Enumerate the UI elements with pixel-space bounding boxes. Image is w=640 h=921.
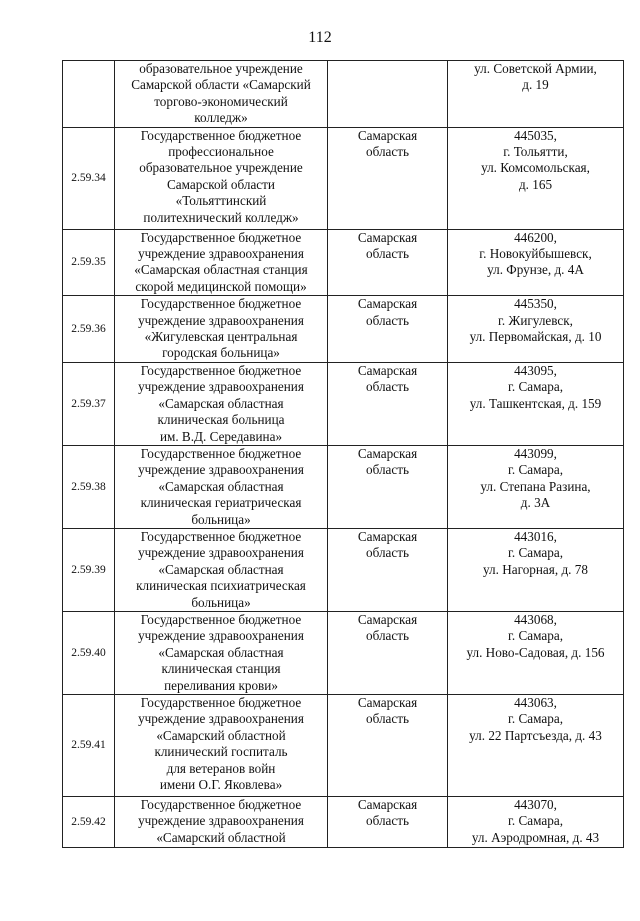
institution-name-line: Государственное бюджетное [140, 362, 302, 378]
institution-name-line: Государственное бюджетное [140, 611, 302, 627]
row-number: 2.59.39 [63, 528, 115, 611]
institutions-table [62, 60, 624, 848]
region-line: Самарская [357, 797, 418, 812]
address-line: ул. Фрунзе, д. 4А [487, 262, 584, 278]
institution-name-line: Государственное бюджетное [140, 445, 302, 461]
address-cell [448, 611, 624, 694]
institution-name-cell [115, 61, 328, 128]
region-line: Самарская [357, 528, 418, 544]
institution-name-line: Государственное бюджетное [140, 296, 302, 312]
region-cell [328, 695, 448, 797]
region-line: область [365, 462, 410, 478]
institution-name-line: колледж» [194, 110, 248, 126]
institution-name-line: больница» [191, 594, 251, 610]
row-number: 2.59.35 [63, 229, 115, 296]
institution-name-cell [115, 296, 328, 363]
address-line: г. Самара, [507, 462, 563, 478]
table-row [63, 296, 624, 363]
institution-name-line: «Жигулевская центральная [144, 329, 298, 345]
row-number: 2.59.41 [63, 695, 115, 797]
institution-name-line: клиническая психиатрическая [136, 578, 306, 594]
address-line: г. Самара, [507, 711, 563, 727]
region-line: Самарская [357, 229, 418, 245]
region-line: Самарская [357, 362, 418, 378]
table-row [63, 61, 624, 128]
table-row [63, 611, 624, 694]
address-line: д. 165 [518, 176, 553, 192]
address-line: ул. Степана Разина, [480, 478, 591, 494]
address-line: г. Жигулевск, [498, 312, 573, 328]
institution-name-line: профессиональное [168, 144, 274, 160]
institution-name-line: учреждение здравоохранения [138, 246, 304, 262]
row-number: 2.59.36 [63, 296, 115, 363]
region-cell [328, 528, 448, 611]
row-number: 2.59.34 [63, 127, 115, 229]
table-body [63, 61, 624, 848]
table-row [63, 362, 624, 445]
region-cell [328, 127, 448, 229]
table-row [63, 797, 624, 848]
address-line: ул. Нагорная, д. 78 [483, 561, 588, 577]
address-cell [448, 127, 624, 229]
institution-name-line: Самарской области «Самарский [131, 77, 311, 93]
institution-name-line: «Самарская областная [158, 561, 284, 577]
row-number: 2.59.42 [63, 797, 115, 848]
institution-name-line: политехнический колледж» [143, 209, 299, 225]
institution-name-line: имени О.Г. Яковлева» [159, 777, 283, 793]
page-number: 112 [308, 29, 332, 46]
institution-name-line: торгово-экономический [154, 93, 288, 109]
institution-name-cell [115, 797, 328, 848]
address-cell [448, 445, 624, 528]
region-line: область [365, 246, 410, 262]
region-line: область [365, 379, 410, 395]
region-cell [328, 797, 448, 848]
institution-name-line: учреждение здравоохранения [138, 813, 304, 829]
region-line: Самарская [357, 611, 418, 627]
institution-name-line: учреждение здравоохранения [138, 628, 304, 644]
address-line: д. 3А [520, 495, 551, 511]
institution-name-line: для ветеранов войн [166, 760, 276, 776]
address-line: г. Тольятти, [503, 144, 568, 160]
institution-name-cell [115, 445, 328, 528]
address-line: г. Новокуйбышевск, [479, 246, 592, 262]
region-cell [328, 61, 448, 128]
institution-name-line: Государственное бюджетное [140, 528, 302, 544]
region-cell [328, 362, 448, 445]
institution-name-line: Государственное бюджетное [140, 229, 302, 245]
table-row [63, 445, 624, 528]
row-number: 2.59.37 [63, 362, 115, 445]
institution-name-cell [115, 695, 328, 797]
address-line: г. Самара, [507, 379, 563, 395]
institution-name-line: им. В.Д. Середавина» [159, 428, 283, 444]
address-line: ул. Советской Армии, [474, 61, 597, 76]
institution-name-line: образовательное учреждение [139, 160, 303, 176]
institution-name-cell [115, 127, 328, 229]
institution-name-cell [115, 229, 328, 296]
table-row [63, 528, 624, 611]
institution-name-line: переливания крови» [164, 677, 278, 693]
institution-name-line: клиническая больница [157, 412, 285, 428]
institution-name-line: образовательное учреждение [139, 61, 303, 76]
address-line: г. Самара, [507, 813, 563, 829]
address-line: ул. Первомайская, д. 10 [469, 329, 602, 345]
address-line: 443070, [514, 797, 557, 812]
region-line: область [365, 144, 410, 160]
institution-name-line: учреждение здравоохранения [138, 312, 304, 328]
address-cell [448, 61, 624, 128]
address-line: 445350, [514, 296, 557, 312]
address-line: 446200, [514, 229, 557, 245]
institution-name-line: Государственное бюджетное [140, 797, 302, 812]
institution-name-line: скорой медицинской помощи» [135, 278, 307, 294]
institution-name-line: учреждение здравоохранения [138, 711, 304, 727]
table-row [63, 695, 624, 797]
region-line: область [365, 312, 410, 328]
region-line: Самарская [357, 445, 418, 461]
region-cell [328, 611, 448, 694]
row-number: 2.59.38 [63, 445, 115, 528]
address-line: г. Самара, [507, 545, 563, 561]
institution-name-cell [115, 362, 328, 445]
address-line: ул. 22 Партсъезда, д. 43 [469, 727, 602, 743]
address-line: д. 19 [522, 77, 549, 93]
address-line: г. Самара, [507, 628, 563, 644]
institution-name-line: учреждение здравоохранения [138, 379, 304, 395]
region-line: область [365, 813, 410, 829]
address-line: ул. Аэродромная, д. 43 [471, 829, 600, 845]
region-cell [328, 229, 448, 296]
institution-name-line: «Самарская областная [158, 478, 284, 494]
address-cell [448, 229, 624, 296]
institution-name-line: «Самарский областной [156, 829, 286, 845]
address-line: 443016, [514, 528, 557, 544]
region-line: Самарская [357, 127, 418, 143]
institution-name-line: Самарской области [167, 176, 275, 192]
region-cell [328, 445, 448, 528]
address-cell [448, 362, 624, 445]
region-line: область [365, 628, 410, 644]
address-line: 445035, [514, 127, 557, 143]
address-cell [448, 797, 624, 848]
institution-name-line: больница» [191, 511, 251, 527]
address-line: ул. Ново-Садовая, д. 156 [466, 644, 605, 660]
region-line: Самарская [357, 695, 418, 710]
region-line: область [365, 711, 410, 727]
institution-name-line: «Тольяттинский [175, 193, 267, 209]
address-line: 443095, [514, 362, 557, 378]
address-line: 443099, [514, 445, 557, 461]
address-cell [448, 695, 624, 797]
institution-name-line: учреждение здравоохранения [138, 545, 304, 561]
institution-name-line: учреждение здравоохранения [138, 462, 304, 478]
institution-name-line: городская больница» [162, 345, 280, 361]
institution-name-line: клинический госпиталь [154, 744, 288, 760]
region-cell [328, 296, 448, 363]
address-line: 443063, [514, 695, 557, 710]
row-number [63, 61, 115, 128]
address-line: ул. Комсомольская, [481, 160, 590, 176]
table-row [63, 229, 624, 296]
institution-name-line: Государственное бюджетное [140, 127, 302, 143]
institution-name-line: «Самарский областной [156, 727, 286, 743]
institution-name-line: «Самарская областная [158, 644, 284, 660]
address-cell [448, 528, 624, 611]
address-line: ул. Ташкентская, д. 159 [469, 395, 602, 411]
institution-name-line: «Самарская областная [158, 395, 284, 411]
region-line: область [365, 545, 410, 561]
institution-name-line: Государственное бюджетное [140, 695, 302, 710]
institution-name-cell [115, 528, 328, 611]
region-line: Самарская [357, 296, 418, 312]
institution-name-line: клиническая гериатрическая [140, 495, 302, 511]
address-cell [448, 296, 624, 363]
institution-name-line: «Самарская областная станция [134, 262, 308, 278]
institution-name-line: клиническая станция [161, 661, 281, 677]
row-number: 2.59.40 [63, 611, 115, 694]
address-line: 443068, [514, 611, 557, 627]
institution-name-cell [115, 611, 328, 694]
table-row [63, 127, 624, 229]
